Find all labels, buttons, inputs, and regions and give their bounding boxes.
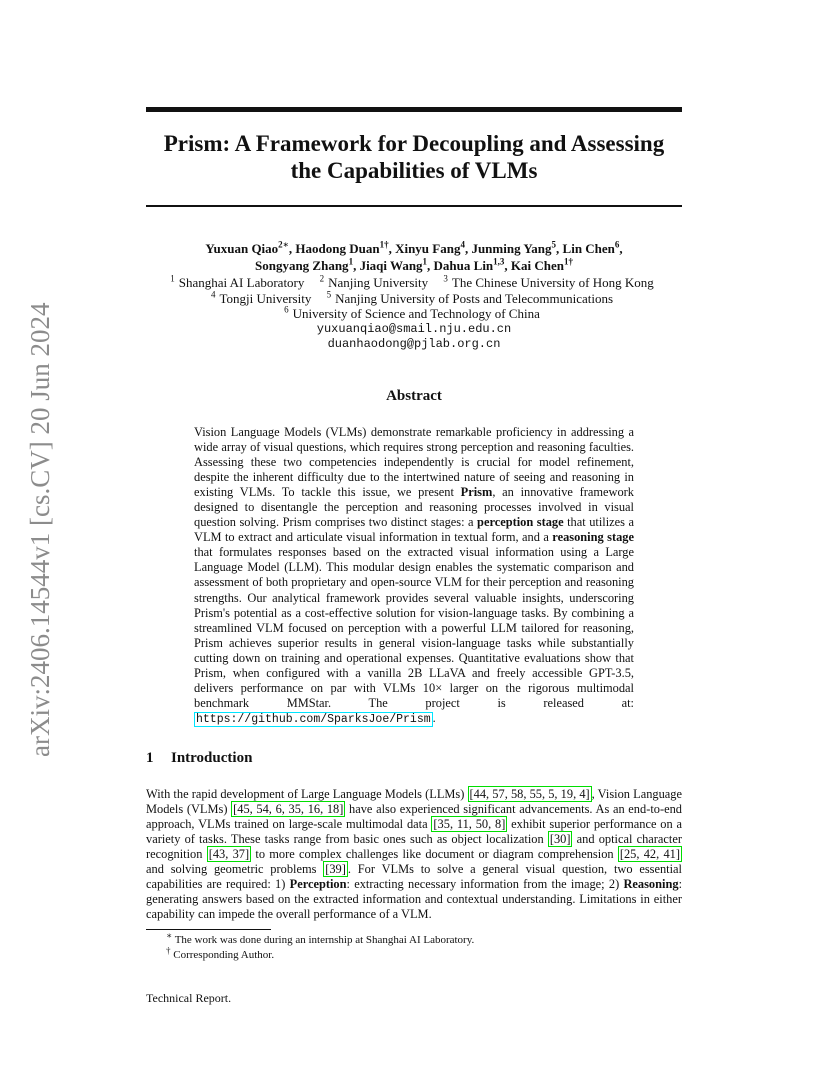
citation-link[interactable]: [45, 54, 6, 35, 16, 18] <box>233 802 344 817</box>
affiliation: $^4$ Tongji University <box>210 289 312 306</box>
abstract-body: Vision Language Models (VLMs) demonstrate remarkable proficiency in addressing a wide array of visual questions, which requires strong perception and reasoning faculties. Assessing these two competencies independently is crucial for model refinement, despite the inherent difficulty due to the intertwined nature of seeing and reasoning in existing VLMs. To tackle this issue, we present Prism, an innovative framework designed to disentangle the perception and reasoning processes involved in visual question solving. Prism comprises two distinct stages: a perception stage that utilizes a VLM to extract and articulate visual information in textual form, and a reasoning stage that formulates responses based on the extracted visual information using a Large Language Model (LLM). This modular design enables the systematic comparison and assessment of both proprietary and open-source VLM for their perception and reasoning strengths. Our analytical framework provides several valuable insights, underscoring Prism's potential as a cost-effective solution for vision-language tasks. By combining a streamlined VLM focused on perception with a powerful LLM tailored for reasoning, Prism achieves superior results in general vision-language tasks while substantially cutting down on training and operational expenses. Quantitative evaluations show that Prism, when configured with a vanilla 2B LLaVA and freely accessible GPT-3.5, delivers performance on par with VLMs 10× larger on the rigorous multimodal benchmark MMStar. The project is released at: https://github.com/SparksJoe/Prism . <box>194 425 634 726</box>
citation-link[interactable]: [43, 37] <box>208 847 250 862</box>
author: Songyang Zhang <box>254 258 349 273</box>
affiliation: $^2$ Nanjing University <box>319 273 429 290</box>
affiliation-list <box>146 275 682 353</box>
affiliation: $^1$ Shanghai AI Laboratory <box>170 273 305 290</box>
author: Jiaqi Wang <box>359 258 423 273</box>
footer-note: Technical Report. <box>146 991 232 1005</box>
title-top-rule <box>146 107 682 112</box>
author-list: Yuxuan Qiao$^{2∗}$, Haodong Duan$^{1\dagger}$, Xinyu Fang$^4$, Junming Yang$^5$, Lin Chen$^6$, Songyang Zhang$^1$, Jiaqi Wang$^1$, Dahua Lin$^{1,3}$, Kai Chen$^{1\dagger}$ <box>205 239 623 273</box>
author: Xinyu Fang <box>395 241 461 256</box>
paper-title: Prism: A Framework for Decoupling and Assessing the Capabilities of VLMs <box>163 131 665 183</box>
citation-link[interactable]: [44, 57, 58, 55, 5, 19, 4] <box>469 787 590 801</box>
author: Yuxuan Qiao <box>205 241 279 256</box>
footnote: ∗ The work was done during an internship at Shanghai AI Laboratory. <box>166 930 475 946</box>
footnote: † Corresponding Author. <box>166 945 275 961</box>
author: Lin Chen <box>562 241 615 256</box>
affiliation: $^3$ The Chinese University of Hong Kong <box>443 273 654 290</box>
email-address[interactable]: yuxuanqiao@smail.nju.edu.cn <box>316 321 512 336</box>
citation-link[interactable]: [30] <box>549 832 571 847</box>
introduction-paragraph: With the rapid development of Large Language Models (LLMs) [44, 57, 58, 55, 5, 19, 4] , Vision Language Models (VLMs) [45, 54, 6, 35, 16, 18] have also experienced significant advancements. As an end-to-end approach, VLMs trained on large-scale multimodal data [35, 11, 50, 8] exhibit superior performance on a variety of tasks. These tasks range from basic ones such as object localization [30] and optical character recognition [43, 37] to more complex challenges like document or diagram comprehension [25, 42, 41] and solving geometric problems [39] . For VLMs to solve a general visual question, two essential capabilities are required: 1) Perception: extracting necessary information from the image; 2) Reasoning: generating answers based on the extracted information and contextual understanding. Limitations in either capability can impede the overall performance of a VLM. <box>146 787 683 922</box>
author: Kai Chen <box>510 258 565 273</box>
affiliation: $^5$ Nanjing University of Posts and Telecommunications <box>326 289 614 306</box>
author: Haodong Duan <box>295 241 380 256</box>
citation-link[interactable]: [25, 42, 41] <box>619 847 681 862</box>
citation-link[interactable]: [39] <box>325 862 346 877</box>
abstract-heading: Abstract <box>386 388 442 404</box>
title-bottom-rule <box>146 205 682 207</box>
project-link[interactable]: https://github.com/SparksJoe/Prism <box>196 712 431 726</box>
citation-link[interactable]: [35, 11, 50, 8] <box>433 817 506 832</box>
email-address[interactable]: duanhaodong@pjlab.org.cn <box>327 337 501 351</box>
section-heading: 1 Introduction <box>146 750 253 766</box>
author: Junming Yang <box>471 241 552 256</box>
arxiv-watermark[interactable]: arXiv:2406.14544v1 [cs.CV] 20 Jun 2024 <box>25 302 55 757</box>
author: Dahua Lin <box>433 258 494 273</box>
affiliation: $^6$ University of Science and Technology of China <box>284 304 540 321</box>
footnote-rule <box>146 929 271 930</box>
